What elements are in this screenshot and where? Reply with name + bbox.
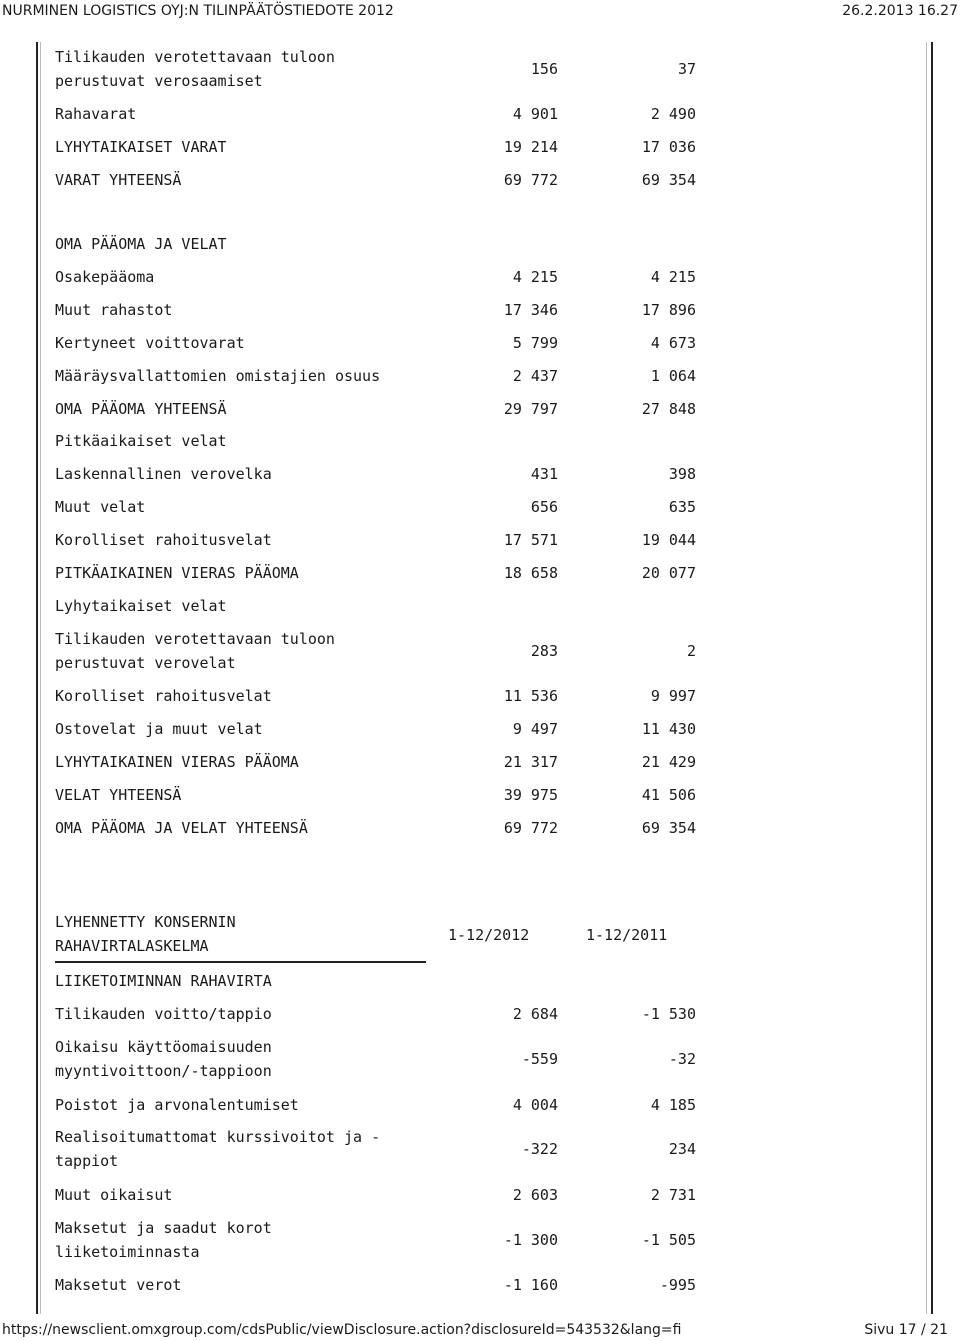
- row-label: [55, 397, 227, 421]
- value-2011: 69 354: [641, 819, 696, 837]
- row-label-line: Muut oikaisut: [55, 1186, 173, 1204]
- value-2012: 2 603: [512, 1186, 558, 1204]
- row-label: [55, 168, 181, 192]
- row-label-line: Realisoitumattomat kurssivoitot ja -: [55, 1128, 381, 1146]
- value-2011: 69 354: [641, 171, 696, 189]
- value-2011: 2 731: [650, 1186, 696, 1204]
- row-label-line: liiketoiminnasta: [55, 1243, 200, 1261]
- value-2011: 1 064: [650, 367, 696, 385]
- row-label-line: Lyhytaikaiset velat: [55, 597, 227, 615]
- row-label: [55, 1002, 272, 1026]
- row-label-line: tappiot: [55, 1152, 119, 1170]
- row-label: [55, 135, 227, 159]
- value-2012: 4 901: [512, 105, 558, 123]
- cashflow-title: [55, 910, 236, 958]
- row-label: [55, 969, 272, 993]
- value-2012: 29 797: [503, 400, 558, 418]
- page-number: Sivu 17 / 21: [864, 1322, 948, 1338]
- column-header-2012: 1-12/2012: [448, 926, 530, 944]
- row-label-line: myyntivoittoon/-tappioon: [55, 1062, 272, 1080]
- value-2012: 11 536: [503, 687, 558, 705]
- source-url: https://newsclient.omxgroup.com/cdsPublic/viewDisclosure.action?disclosureId=543532&lang=fi: [2, 1322, 682, 1338]
- value-2012: 156: [530, 60, 558, 78]
- value-2011: 19 044: [641, 531, 696, 549]
- row-label-line: LYHYTAIKAISET VARAT: [55, 138, 227, 156]
- row-label-line: Muut velat: [55, 498, 146, 516]
- cashflow-title-line: LYHENNETTY KONSERNIN: [55, 913, 236, 931]
- row-label-line: OMA PÄÄOMA YHTEENSÄ: [55, 400, 227, 418]
- value-2011: 21 429: [641, 753, 696, 771]
- row-label: [55, 1273, 181, 1297]
- row-label: [55, 1183, 172, 1207]
- row-label: [55, 750, 299, 774]
- value-2011: 27 848: [641, 400, 696, 418]
- value-2011: 4 673: [650, 334, 696, 352]
- value-2012: -1 300: [503, 1231, 558, 1249]
- row-label: [55, 364, 380, 388]
- row-label-line: Pitkäaikaiset velat: [55, 432, 227, 450]
- row-label-line: Rahavarat: [55, 105, 137, 123]
- row-label: [55, 717, 263, 741]
- value-2012: 21 317: [503, 753, 558, 771]
- column-header-2011: 1-12/2011: [586, 926, 668, 944]
- row-label-line: VARAT YHTEENSÄ: [55, 171, 182, 189]
- value-2012: 283: [530, 642, 558, 660]
- row-label: [55, 102, 136, 126]
- value-2012: 4 004: [512, 1096, 558, 1114]
- row-label: [55, 331, 245, 355]
- value-2011: 2: [686, 642, 696, 660]
- value-2012: 431: [530, 465, 558, 483]
- value-2012: 5 799: [512, 334, 558, 352]
- value-2012: 2 684: [512, 1005, 558, 1023]
- row-label: [55, 1125, 380, 1173]
- row-label: [55, 298, 172, 322]
- value-2012: 19 214: [503, 138, 558, 156]
- row-label-line: Poistot ja arvonalentumiset: [55, 1096, 299, 1114]
- value-2011: -1 530: [641, 1005, 696, 1023]
- row-label: [55, 594, 227, 618]
- value-2012: 39 975: [503, 786, 558, 804]
- value-2012: 4 215: [512, 268, 558, 286]
- row-label-line: Määräysvallattomien omistajien osuus: [55, 367, 381, 385]
- row-label: [55, 1216, 272, 1264]
- value-2011: 9 997: [650, 687, 696, 705]
- row-label-line: OMA PÄÄOMA JA VELAT: [55, 235, 227, 253]
- row-label-line: Laskennallinen verovelka: [55, 465, 272, 483]
- row-label-line: LIIKETOIMINNAN RAHAVIRTA: [55, 972, 272, 990]
- cashflow-title-line: RAHAVIRTALASKELMA: [55, 937, 209, 955]
- value-2011: 2 490: [650, 105, 696, 123]
- value-2011: 635: [668, 498, 696, 516]
- value-2011: -32: [668, 1050, 696, 1068]
- value-2011: 11 430: [641, 720, 696, 738]
- row-label: [55, 495, 145, 519]
- value-2012: 656: [530, 498, 558, 516]
- row-label: [55, 429, 227, 453]
- row-label-line: Ostovelat ja muut velat: [55, 720, 263, 738]
- row-label: [55, 816, 308, 840]
- row-label: [55, 45, 335, 93]
- row-label: [55, 627, 335, 675]
- value-2012: -559: [521, 1050, 558, 1068]
- value-2012: 17 346: [503, 301, 558, 319]
- value-2012: -1 160: [503, 1276, 558, 1294]
- row-label-line: Muut rahastot: [55, 301, 173, 319]
- value-2012: 9 497: [512, 720, 558, 738]
- row-label-line: Tilikauden verotettavaan tuloon: [55, 630, 335, 648]
- value-2011: -995: [659, 1276, 696, 1294]
- row-label-line: Tilikauden voitto/tappio: [55, 1005, 272, 1023]
- row-label-line: perustuvat verosaamiset: [55, 72, 263, 90]
- print-footer: [0, 1319, 960, 1341]
- value-2011: 17 896: [641, 301, 696, 319]
- value-2011: 4 185: [650, 1096, 696, 1114]
- value-2011: 37: [677, 60, 696, 78]
- value-2011: 4 215: [650, 268, 696, 286]
- row-label-line: Korolliset rahoitusvelat: [55, 687, 272, 705]
- row-label: [55, 528, 272, 552]
- value-2012: 18 658: [503, 564, 558, 582]
- row-label-line: perustuvat verovelat: [55, 654, 236, 672]
- row-label: [55, 265, 154, 289]
- row-label-line: Korolliset rahoitusvelat: [55, 531, 272, 549]
- value-2012: 69 772: [503, 171, 558, 189]
- row-label-line: LYHYTAIKAINEN VIERAS PÄÄOMA: [55, 753, 299, 771]
- row-label-line: Osakepääoma: [55, 268, 155, 286]
- value-2011: 234: [668, 1140, 696, 1158]
- row-label-line: Oikaisu käyttöomaisuuden: [55, 1038, 272, 1056]
- row-label-line: Maksetut ja saadut korot: [55, 1219, 272, 1237]
- row-label: [55, 684, 272, 708]
- row-label: [55, 462, 272, 486]
- value-2012: -322: [521, 1140, 558, 1158]
- value-2012: 2 437: [512, 367, 558, 385]
- document-title: NURMINEN LOGISTICS OYJ:N TILINPÄÄTÖSTIEDOTE 2012: [2, 3, 394, 19]
- value-2012: 17 571: [503, 531, 558, 549]
- cashflow-title-underline: [55, 961, 426, 963]
- row-label-line: PITKÄAIKAINEN VIERAS PÄÄOMA: [55, 564, 299, 582]
- row-label: [55, 561, 299, 585]
- row-label-line: VELAT YHTEENSÄ: [55, 786, 182, 804]
- row-label: [55, 232, 227, 256]
- row-label-line: Maksetut verot: [55, 1276, 182, 1294]
- value-2011: 398: [668, 465, 696, 483]
- value-2011: -1 505: [641, 1231, 696, 1249]
- row-label-line: OMA PÄÄOMA JA VELAT YHTEENSÄ: [55, 819, 308, 837]
- value-2011: 41 506: [641, 786, 696, 804]
- row-label: [55, 1093, 299, 1117]
- value-2011: 17 036: [641, 138, 696, 156]
- row-label-line: Kertyneet voittovarat: [55, 334, 245, 352]
- row-label: [55, 783, 181, 807]
- row-label: [55, 1035, 272, 1083]
- value-2011: 20 077: [641, 564, 696, 582]
- value-2012: 69 772: [503, 819, 558, 837]
- row-label-line: Tilikauden verotettavaan tuloon: [55, 48, 335, 66]
- print-datetime: 26.2.2013 16.27: [842, 3, 958, 19]
